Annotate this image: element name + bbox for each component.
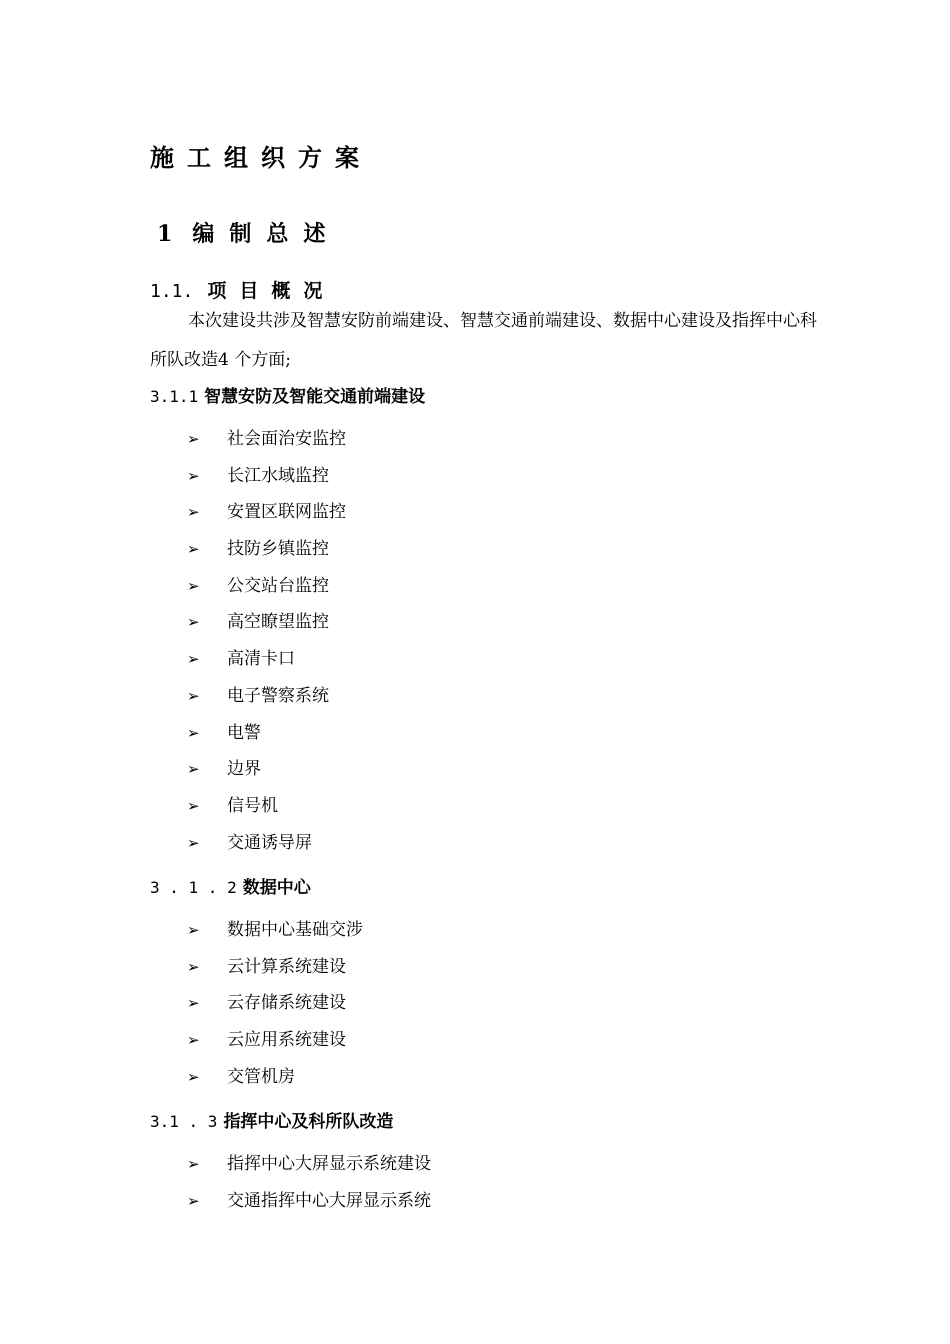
- list-item: [187, 751, 346, 788]
- section-1-1-heading: [150, 276, 335, 303]
- list-item-label: 交通指挥中心大屏显示系统: [227, 1190, 431, 1211]
- list-item: [187, 1146, 431, 1183]
- list-item: [187, 568, 346, 605]
- arrow-bullet-icon: ➢: [187, 576, 200, 595]
- arrow-bullet-icon: ➢: [187, 723, 200, 742]
- list-item: [187, 1022, 363, 1059]
- list-item: [187, 678, 346, 715]
- subsection-3-1-1-list: [187, 421, 346, 861]
- list-item-label: 数据中心基础交涉: [227, 920, 363, 940]
- arrow-bullet-icon: ➢: [187, 540, 200, 559]
- list-item: [187, 912, 363, 949]
- section-1-heading: [157, 217, 340, 248]
- arrow-bullet-icon: ➢: [187, 957, 200, 976]
- list-item-label: 交管机房: [227, 1066, 295, 1087]
- arrow-bullet-icon: ➢: [187, 686, 200, 705]
- arrow-bullet-icon: ➢: [187, 796, 200, 815]
- list-item-label: 交通诱导屏: [227, 832, 312, 853]
- arrow-bullet-icon: ➢: [187, 650, 200, 669]
- list-item: [187, 494, 346, 531]
- arrow-bullet-icon: ➢: [187, 503, 200, 522]
- subsection-3-1-2-heading: [150, 876, 311, 900]
- list-item: [187, 985, 363, 1022]
- list-item: [187, 715, 346, 752]
- section-1-1-title: 项目概况: [207, 280, 336, 302]
- list-item: [187, 1059, 363, 1096]
- list-item-label: 安置区联网监控: [227, 502, 346, 523]
- subsection-3-1-3-list: [187, 1146, 431, 1219]
- subsection-3-1-3-number: 3.1 . 3: [150, 1112, 218, 1131]
- list-item: [187, 421, 346, 458]
- list-item-label: 信号机: [227, 795, 278, 816]
- subsection-3-1-3-heading: [150, 1110, 393, 1134]
- subsection-3-1-2-list: [187, 912, 363, 1095]
- list-item-label: 电警: [227, 722, 261, 743]
- arrow-bullet-icon: ➢: [187, 613, 200, 632]
- subsection-3-1-3-title: 指挥中心及科所队改造: [223, 1112, 394, 1132]
- list-item-label: 高空瞭望监控: [227, 612, 329, 633]
- arrow-bullet-icon: ➢: [187, 994, 200, 1013]
- arrow-bullet-icon: ➢: [187, 760, 200, 779]
- list-item: [187, 1183, 431, 1220]
- list-item: [187, 641, 346, 678]
- list-item-label: 云计算系统建设: [227, 956, 346, 977]
- arrow-bullet-icon: ➢: [187, 1191, 200, 1210]
- subsection-3-1-2-title: 数据中心: [242, 878, 311, 898]
- arrow-bullet-icon: ➢: [187, 466, 200, 485]
- arrow-bullet-icon: ➢: [187, 1067, 200, 1086]
- list-item: [187, 458, 346, 495]
- list-item: [187, 949, 363, 986]
- list-item: [187, 825, 346, 862]
- section-1-title: 编制总述: [192, 221, 341, 247]
- overview-paragraph: 本次建设共涉及智慧安防前端建设、智慧交通前端建设、数据中心建设及指挥中心科所队改造4 个方面;: [150, 311, 817, 370]
- arrow-bullet-icon: ➢: [187, 430, 200, 448]
- list-item-label: 指挥中心大屏显示系统建设: [227, 1154, 431, 1174]
- list-item-label: 高清卡口: [227, 649, 295, 670]
- arrow-bullet-icon: ➢: [187, 921, 200, 939]
- list-item-label: 技防乡镇监控: [227, 539, 329, 560]
- list-item-label: 边界: [227, 759, 261, 780]
- list-item-label: 云应用系统建设: [227, 1030, 346, 1051]
- list-item-label: 云存储系统建设: [227, 993, 346, 1014]
- arrow-bullet-icon: ➢: [187, 833, 200, 852]
- section-1-1-number: 1.1.: [150, 281, 194, 302]
- list-item-label: 社会面治安监控: [227, 429, 346, 449]
- list-item: [187, 604, 346, 641]
- arrow-bullet-icon: ➢: [187, 1031, 200, 1050]
- section-1-number: 1: [157, 221, 173, 247]
- list-item: [187, 788, 346, 825]
- subsection-3-1-1-heading: [150, 385, 425, 409]
- subsection-3-1-1-title: 智慧安防及智能交通前端建设: [204, 387, 426, 407]
- subsection-3-1-2-number: 3 . 1 . 2: [150, 878, 237, 897]
- list-item-label: 电子警察系统: [227, 685, 329, 706]
- subsection-3-1-1-number: 3.1.1: [150, 387, 199, 406]
- document-title: 施工组织方案: [150, 143, 372, 172]
- list-item-label: 公交站台监控: [227, 575, 329, 596]
- list-item: [187, 531, 346, 568]
- list-item-label: 长江水域监控: [227, 465, 329, 486]
- arrow-bullet-icon: ➢: [187, 1155, 200, 1173]
